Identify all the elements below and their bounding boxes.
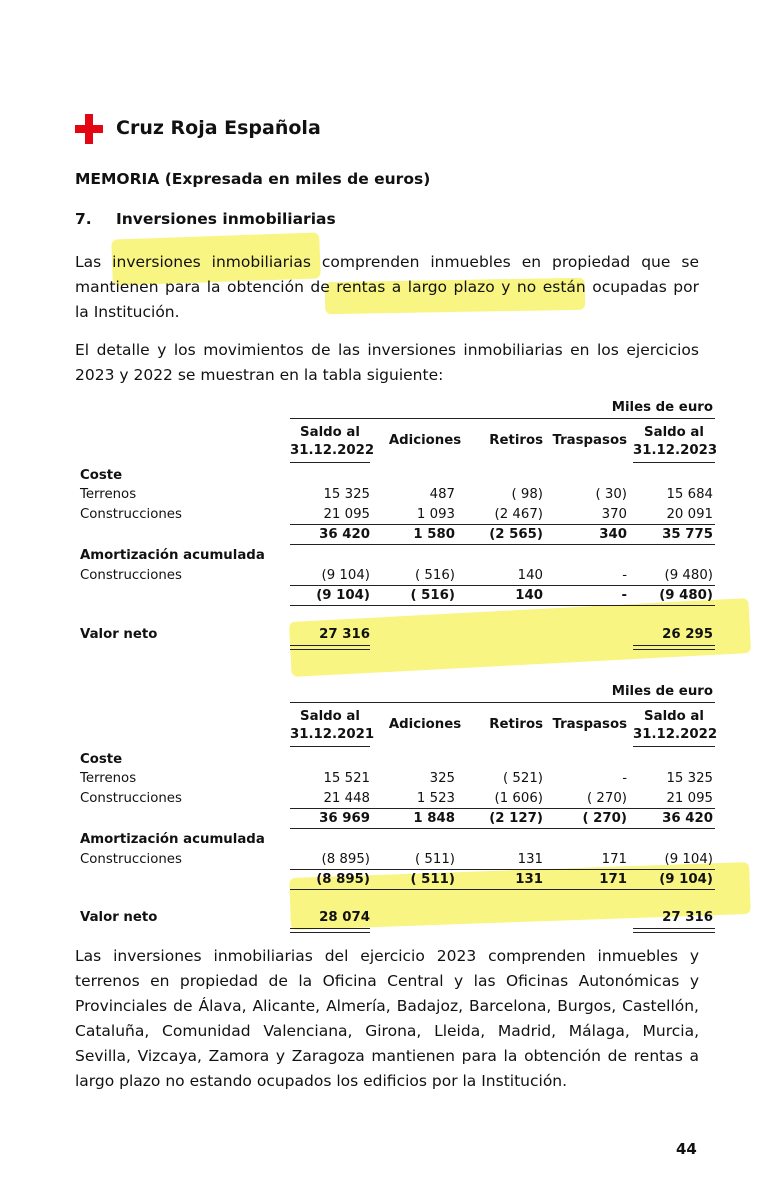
cell-total: ( 511) — [410, 872, 455, 887]
cell: 21 095 — [666, 791, 713, 806]
valor-neto-label: Valor neto — [80, 627, 158, 642]
valor-neto-final: 26 295 — [662, 627, 713, 642]
cell-total: 340 — [599, 527, 627, 542]
col-saldo-inicial: Saldo al 31.12.2022 — [290, 425, 375, 458]
cell-total: (9 104) — [316, 588, 370, 603]
valor-neto-inicial: 28 074 — [319, 910, 370, 925]
cell-total: 36 969 — [319, 811, 370, 826]
amortizacion-label: Amortización acumulada — [80, 832, 265, 847]
cell: (9 104) — [321, 568, 370, 583]
paragraph-line: la Institución. — [75, 303, 180, 321]
detail-paragraph — [75, 338, 699, 388]
cell: 171 — [601, 852, 627, 867]
valor-neto-inicial: 27 316 — [319, 627, 370, 642]
paragraph-line: Sevilla, Vizcaya, Zamora y Zaragoza mantienen para la obtención de rentas a — [75, 1047, 699, 1065]
cell-total: ( 516) — [410, 588, 455, 603]
row-label: Construcciones — [80, 791, 182, 806]
cell: 131 — [517, 852, 543, 867]
paragraph-line: terrenos en propiedad de la Oficina Central y las Oficinas Autonómicas y — [75, 972, 699, 990]
cell: 370 — [601, 507, 627, 522]
section-title: Inversiones inmobiliarias — [116, 210, 336, 228]
col-traspasos: Traspasos — [552, 717, 627, 732]
cell: 140 — [517, 568, 543, 583]
cell: (9 480) — [664, 568, 713, 583]
col-saldo-final: Saldo al 31.12.2022 — [633, 709, 718, 742]
cell: (1 606) — [494, 791, 543, 806]
red-cross-logo-icon — [75, 114, 103, 144]
cell-total: ( 270) — [582, 811, 627, 826]
col-adiciones: Adiciones — [388, 433, 462, 448]
col-adiciones: Adiciones — [388, 717, 462, 732]
cell-total: (9 104) — [659, 872, 713, 887]
closing-paragraph — [75, 944, 699, 1094]
cell: ( 521) — [503, 771, 543, 786]
section-number: 7. — [75, 210, 92, 228]
page-number: 44 — [676, 1140, 697, 1158]
cell: 1 093 — [416, 507, 455, 522]
cell: 487 — [429, 487, 455, 502]
cell-total: 36 420 — [662, 811, 713, 826]
row-label: Construcciones — [80, 852, 182, 867]
cell-total: 171 — [599, 872, 627, 887]
row-label: Terrenos — [80, 487, 137, 502]
cell: 21 448 — [323, 791, 370, 806]
row-label: Construcciones — [80, 568, 182, 583]
cell-total: (8 895) — [316, 872, 370, 887]
cell: ( 270) — [587, 791, 627, 806]
cell: ( 511) — [415, 852, 455, 867]
cell: 1 523 — [416, 791, 455, 806]
cell-total: - — [621, 588, 627, 603]
units-label: Miles de euro — [611, 400, 713, 415]
col-saldo-final: Saldo al 31.12.2023 — [633, 425, 718, 458]
row-label: Construcciones — [80, 507, 182, 522]
valor-neto-label: Valor neto — [80, 910, 158, 925]
cell-total: 1 848 — [413, 811, 455, 826]
cell-total: (2 127) — [489, 811, 543, 826]
row-label: Terrenos — [80, 771, 137, 786]
units-label: Miles de euro — [611, 684, 713, 699]
cell-total: 140 — [515, 588, 543, 603]
col-saldo-inicial: Saldo al 31.12.2021 — [290, 709, 375, 742]
cell: (9 104) — [664, 852, 713, 867]
cell: ( 30) — [595, 487, 627, 502]
paragraph-line: 2023 y 2022 se muestran en la tabla siguiente: — [75, 366, 444, 384]
col-retiros: Retiros — [489, 433, 543, 448]
document-heading: MEMORIA (Expresada en miles de euros) — [75, 170, 431, 188]
movements-table-2023 — [75, 398, 718, 658]
cell: (8 895) — [321, 852, 370, 867]
coste-label: Coste — [80, 752, 123, 767]
cell: 15 684 — [666, 487, 713, 502]
coste-label: Coste — [80, 468, 123, 483]
cell: - — [622, 771, 627, 786]
cell-total: 1 580 — [413, 527, 455, 542]
cell-total: 131 — [515, 872, 543, 887]
cell: ( 98) — [511, 487, 543, 502]
paragraph-line: El detalle y los movimientos de las inversiones inmobiliarias en los ejercicios — [75, 341, 699, 359]
paragraph-line: Las inversiones inmobiliarias del ejercicio 2023 comprenden inmuebles y — [75, 947, 699, 965]
paragraph-line: mantienen para la obtención de rentas a largo plazo y no están ocupadas por — [75, 278, 699, 296]
cell: 15 325 — [666, 771, 713, 786]
cell-total: (9 480) — [659, 588, 713, 603]
col-retiros: Retiros — [489, 717, 543, 732]
paragraph-line: Las inversiones inmobiliarias comprenden inmuebles en propiedad que se — [75, 253, 699, 271]
cell: 20 091 — [666, 507, 713, 522]
cell: 325 — [429, 771, 455, 786]
cell-total: 36 420 — [319, 527, 370, 542]
cell: 15 521 — [323, 771, 370, 786]
cell-total: 35 775 — [662, 527, 713, 542]
intro-paragraph — [75, 250, 699, 325]
cell: 15 325 — [323, 487, 370, 502]
col-traspasos: Traspasos — [552, 433, 627, 448]
valor-neto-final: 27 316 — [662, 910, 713, 925]
cell: (2 467) — [494, 507, 543, 522]
paragraph-line: Provinciales de Álava, Alicante, Almería, Badajoz, Barcelona, Burgos, Castellón, — [75, 997, 699, 1015]
brand-name: Cruz Roja Española — [116, 117, 321, 139]
cell: ( 516) — [415, 568, 455, 583]
cell: - — [622, 568, 627, 583]
cell: 21 095 — [323, 507, 370, 522]
paragraph-line: largo plazo no estando ocupados los edificios por la Institución. — [75, 1072, 568, 1090]
movements-table-2022 — [75, 682, 718, 942]
amortizacion-label: Amortización acumulada — [80, 548, 265, 563]
paragraph-line: Cataluña, Comunidad Valenciana, Girona, Lleida, Madrid, Málaga, Murcia, — [75, 1022, 699, 1040]
cell-total: (2 565) — [489, 527, 543, 542]
